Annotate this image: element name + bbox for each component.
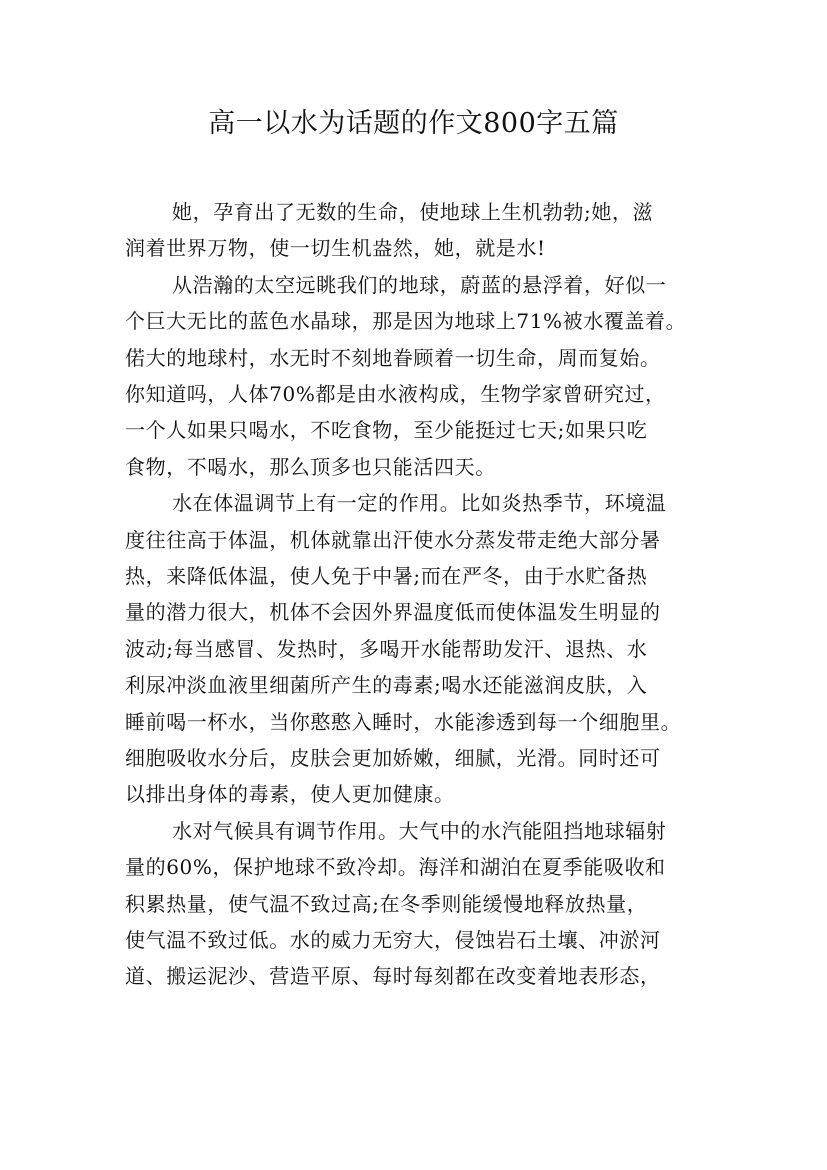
- text-line: 量的60%，保护地球不致冷却。海洋和湖泊在夏季能吸收和: [125, 855, 666, 879]
- text-line: 使气温不致过低。水的威力无穷大，侵蚀岩石土壤、冲淤河: [125, 928, 661, 952]
- text-line: 偌大的地球村，水无时不刻地眷顾着一切生命，周而复始。: [125, 346, 661, 370]
- text-line: 睡前喝一杯水，当你憨憨入睡时，水能渗透到每一个细胞里。: [125, 710, 682, 734]
- text-line: 度往往高于体温，机体就靠出汗使水分蒸发带走绝大部分暑: [125, 528, 661, 552]
- text-line: 水对气候具有调节作用。大气中的水汽能阻挡地球辐射: [172, 819, 667, 843]
- text-line: 一个人如果只喝水，不吃食物，至少能挺过七天;如果只吃: [125, 418, 648, 442]
- text-line: 热，来降低体温，使人免于中暑;而在严冬，由于水贮备热: [125, 564, 648, 588]
- text-line: 量的潜力很大，机体不会因外界温度低而使体温发生明显的: [125, 600, 661, 624]
- text-line: 润着世界万物，使一切生机盎然，她，就是水!: [125, 236, 546, 260]
- text-line: 她，孕育出了无数的生命，使地球上生机勃勃;她，滋: [172, 200, 654, 224]
- text-line: 以排出身体的毒素，使人更加健康。: [125, 782, 455, 806]
- text-line: 你知道吗，人体70%都是由水液构成，生物学家曾研究过，: [125, 382, 666, 406]
- text-line: 道、搬运泥沙、营造平原、每时每刻都在改变着地表形态，: [125, 964, 661, 988]
- text-line: 积累热量，使气温不致过高;在冬季则能缓慢地释放热量，: [125, 892, 648, 916]
- text-line: 细胞吸收水分后，皮肤会更加娇嫩，细腻，光滑。同时还可: [125, 746, 661, 770]
- document-title: 高一以水为话题的作文800字五篇: [208, 108, 619, 139]
- text-line: 波动;每当感冒、发热时，多喝开水能帮助发汗、退热、水: [125, 637, 648, 661]
- text-line: 水在体温调节上有一定的作用。比如炎热季节，环境温: [172, 491, 667, 515]
- text-line: 从浩瀚的太空远眺我们的地球，蔚蓝的悬浮着，好似一: [172, 273, 667, 297]
- text-line: 食物，不喝水，那么顶多也只能活四天。: [125, 455, 496, 479]
- text-line: 个巨大无比的蓝色水晶球，那是因为地球上71%被水覆盖着。: [125, 309, 687, 333]
- text-line: 利尿冲淡血液里细菌所产生的毒素;喝水还能滋润皮肤，入: [125, 673, 648, 697]
